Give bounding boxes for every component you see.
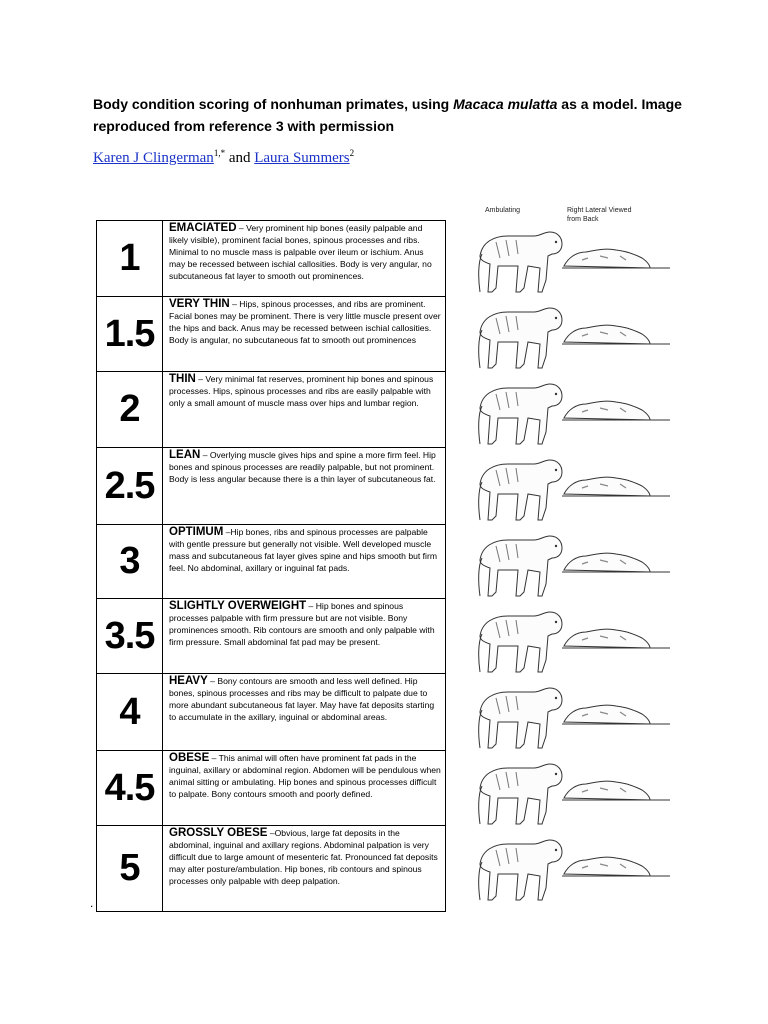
body-condition-table (96, 220, 446, 912)
description-cell (163, 372, 446, 448)
score-value: 3.5 (97, 599, 163, 674)
ambulating-header: Ambulating (485, 207, 521, 214)
page-title (93, 93, 693, 137)
table-row (97, 372, 446, 448)
category-label: OPTIMUM (169, 526, 224, 538)
category-label: OBESE (169, 752, 210, 764)
author-link-summers[interactable]: Laura Summers (254, 150, 350, 166)
score-value: 4.5 (97, 751, 163, 826)
description-text: – Very prominent hip bones (easily palpable and likely visible), prominent facial bones, spinous processes and ribs. Minimal to no muscle mass is palpable over ileum or ischium. Anus may be recessed between ischial callosities. Body is very angular, no subcutaneous fat layer to smooth out prominences. (169, 223, 432, 282)
author-connector: and (225, 150, 255, 166)
primate-illustrations (462, 222, 682, 912)
table-row (97, 674, 446, 751)
title-text-end: as a model. Image reproduced from reference 3 with permission (93, 96, 682, 134)
author-line (93, 150, 354, 167)
author-affiliation: 2 (349, 148, 355, 158)
description-text: –Hip bones, ribs and spinous processes are palpable with gentle pressure but generally not visible. Well developed muscle mass and subcutaneous fat layer gives spine and hips smooth but firm feel. No abdominal, axillary or inguinal fat pads. (169, 527, 437, 574)
score-value: 4 (97, 674, 163, 751)
score-value: 1 (97, 221, 163, 297)
description-cell (163, 674, 446, 751)
table-row (97, 221, 446, 297)
category-label: THIN (169, 373, 196, 385)
score-value: 2.5 (97, 448, 163, 525)
lateral-view-header: Right Lateral Viewed from Back (567, 207, 632, 223)
table-row (97, 599, 446, 674)
author-link-clingerman[interactable]: Karen J Clingerman (93, 150, 214, 166)
species-name: Macaca mulatta (453, 96, 558, 112)
score-value: 3 (97, 525, 163, 599)
category-label: LEAN (169, 449, 201, 461)
category-label: GROSSLY OBESE (169, 827, 268, 839)
description-cell (163, 599, 446, 674)
trailing-mark: . (90, 896, 94, 910)
title-text: Body condition scoring of nonhuman primates, using (93, 96, 454, 112)
description-cell (163, 448, 446, 525)
description-text: – This animal will often have prominent fat pads in the inguinal, axillary or abdominal region. Abdomen will be pendulous when animal sitting or ambulating. Hip bones and spinous processes difficult to palpate. Bony contours smooth and poorly defined. (169, 753, 441, 800)
category-label: VERY THIN (169, 298, 230, 310)
table-row (97, 826, 446, 912)
description-text: – Hip bones and spinous processes palpable with firm pressure but are not visible. Bony prominences smooth. Rib contours are smooth and only palpable with firm pressure. Small abdominal fat pad may be present. (169, 601, 435, 648)
score-value: 2 (97, 372, 163, 448)
category-label: SLIGHTLY OVERWEIGHT (169, 600, 307, 612)
description-cell (163, 221, 446, 297)
description-cell (163, 297, 446, 372)
category-label: EMACIATED (169, 222, 237, 234)
table-row (97, 297, 446, 372)
description-text: – Overlying muscle gives hips and spine a more firm feel. Hip bones and spinous processes are readily palpable, but not prominent. Body is less angular because there is a thin layer of subcutaneous fat. (169, 450, 436, 485)
score-value: 5 (97, 826, 163, 912)
description-text: – Very minimal fat reserves, prominent hip bones and spinous processes. Hips, spinous processes and ribs are easily palpable with only a small amount of muscle mass over hips and lumbar region. (169, 374, 434, 409)
score-value: 1.5 (97, 297, 163, 372)
description-cell (163, 751, 446, 826)
description-text: – Bony contours are smooth and less well defined. Hip bones, spinous processes and ribs may be difficult to palpate due to more abundant subcutaneous fat layer. May have fat deposits starting to accumulate in the axillary, inguinal or abdominal areas. (169, 676, 435, 723)
description-cell (163, 826, 446, 912)
table-row (97, 751, 446, 826)
table-row (97, 525, 446, 599)
table-row (97, 448, 446, 525)
author-affiliation: 1,* (213, 148, 226, 158)
description-text: – Hips, spinous processes, and ribs are prominent. Facial bones may be prominent. There is very little muscle present over the hips and back. Anus may be recessed between ischial callosities. Body is angular, no subcutaneous fat to smooth out prominences (169, 299, 441, 346)
description-text: –Obvious, large fat deposits in the abdominal, inguinal and axillary regions. Abdominal palpation is very difficult due to large amount of mesenteric fat. Pronounced fat deposits may alter posture/ambulation. Hip bones, rib contours and spinous processes only palpable with deep palpation. (169, 828, 438, 887)
category-label: HEAVY (169, 675, 208, 687)
description-cell (163, 525, 446, 599)
